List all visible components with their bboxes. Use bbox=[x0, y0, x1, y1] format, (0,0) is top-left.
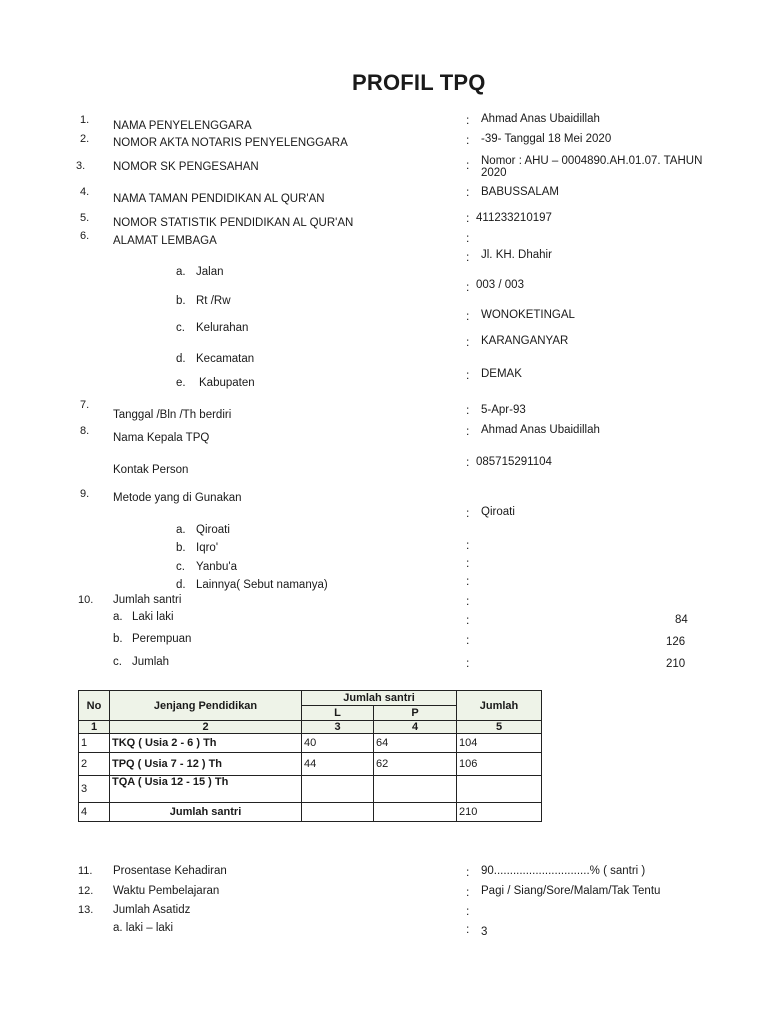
colon: : bbox=[466, 113, 470, 127]
item-value: Nomor : AHU – 0004890.AH.01.07. TAHUN 2020 bbox=[481, 155, 703, 179]
colon: : bbox=[466, 656, 470, 670]
cell-jumlah: 106 bbox=[457, 753, 542, 776]
table-row bbox=[79, 734, 542, 753]
colon: : bbox=[466, 556, 470, 570]
item-value: 5-Apr-93 bbox=[481, 404, 526, 416]
th-index: 3 bbox=[302, 721, 374, 734]
item-number: 10. bbox=[78, 594, 94, 606]
item-value: Pagi / Siang/Sore/Malam/Tak Tentu bbox=[481, 885, 661, 897]
th-no: No bbox=[79, 691, 110, 721]
address-sub-letter: c. bbox=[176, 322, 185, 334]
item-number: 12. bbox=[78, 885, 94, 897]
contact-label: Kontak Person bbox=[113, 464, 189, 476]
item-number: 9. bbox=[80, 488, 90, 500]
th-index: 4 bbox=[374, 721, 457, 734]
item-number: 4. bbox=[80, 186, 90, 198]
th-index: 1 bbox=[79, 721, 110, 734]
colon: : bbox=[466, 574, 470, 588]
cell-l bbox=[302, 803, 374, 822]
cell-jenjang: TPQ ( Usia 7 - 12 ) Th bbox=[110, 753, 302, 776]
cell-jumlah bbox=[457, 776, 542, 803]
colon: : bbox=[466, 538, 470, 552]
colon: : bbox=[466, 133, 470, 147]
santri-label: Laki laki bbox=[132, 611, 174, 623]
th-index: 2 bbox=[110, 721, 302, 734]
table-row bbox=[79, 753, 542, 776]
cell-p bbox=[374, 776, 457, 803]
item-number: 7. bbox=[80, 399, 90, 411]
santri-letter: c. bbox=[113, 656, 122, 668]
colon: : bbox=[466, 368, 470, 382]
colon: : bbox=[466, 403, 470, 417]
item-value: 90..............................% ( santri ) bbox=[481, 865, 646, 877]
colon: : bbox=[466, 904, 470, 918]
item-value: Qiroati bbox=[481, 506, 515, 518]
method-letter: d. bbox=[176, 579, 186, 591]
address-label-rtrw: Rt /Rw bbox=[196, 295, 231, 307]
item-number: 2. bbox=[80, 133, 90, 145]
cell-p: 62 bbox=[374, 753, 457, 776]
address-sub-letter: a. bbox=[176, 266, 186, 278]
address-value-rtrw: 003 / 003 bbox=[476, 279, 524, 291]
colon: : bbox=[466, 922, 470, 936]
address-value-kabupaten: DEMAK bbox=[481, 368, 522, 380]
cell-l: 40 bbox=[302, 734, 374, 753]
address-label-kabupaten: Kabupaten bbox=[199, 377, 255, 389]
item-label: NOMOR SK PENGESAHAN bbox=[113, 161, 259, 173]
colon: : bbox=[466, 309, 470, 323]
address-value-jalan: Jl. KH. Dhahir bbox=[481, 249, 552, 261]
colon: : bbox=[466, 594, 470, 608]
method-letter: a. bbox=[176, 524, 186, 536]
address-label-jalan: Jalan bbox=[196, 266, 224, 278]
item-number: 13. bbox=[78, 904, 94, 916]
method-label: Yanbu'a bbox=[196, 561, 237, 573]
item-value: 411233210197 bbox=[476, 212, 552, 224]
item-number: 11. bbox=[78, 865, 93, 877]
item-label: Jumlah santri bbox=[113, 594, 182, 606]
item-value: -39- Tanggal 18 Mei 2020 bbox=[481, 133, 612, 145]
cell-no: 4 bbox=[79, 803, 110, 822]
cell-no: 3 bbox=[79, 776, 110, 803]
colon: : bbox=[466, 185, 470, 199]
colon: : bbox=[466, 158, 470, 172]
item-label: NAMA TAMAN PENDIDIKAN AL QUR'AN bbox=[113, 193, 325, 205]
cell-p: 64 bbox=[374, 734, 457, 753]
colon: : bbox=[466, 633, 470, 647]
santri-table bbox=[78, 690, 542, 822]
item-label: Waktu Pembelajaran bbox=[113, 885, 220, 897]
cell-p bbox=[374, 803, 457, 822]
page-title: PROFIL TPQ bbox=[352, 70, 486, 95]
cell-jenjang: TKQ ( Usia 2 - 6 ) Th bbox=[110, 734, 302, 753]
table-row bbox=[79, 803, 542, 822]
cell-jumlah: 104 bbox=[457, 734, 542, 753]
method-label: Qiroati bbox=[196, 524, 230, 536]
contact-value: 085715291104 bbox=[476, 456, 552, 468]
item-label: Nama Kepala TPQ bbox=[113, 432, 210, 444]
th-jenjang: Jenjang Pendidikan bbox=[110, 691, 302, 721]
item-number: 1. bbox=[80, 114, 90, 126]
santri-value: 84 bbox=[675, 614, 688, 626]
colon: : bbox=[466, 211, 470, 225]
address-sub-letter: d. bbox=[176, 353, 186, 365]
cell-jumlah: 210 bbox=[457, 803, 542, 822]
cell-no: 2 bbox=[79, 753, 110, 776]
item-label: Tanggal /Bln /Th berdiri bbox=[113, 409, 232, 421]
item-number: 6. bbox=[80, 230, 90, 242]
colon: : bbox=[466, 506, 470, 520]
cell-l: 44 bbox=[302, 753, 374, 776]
method-letter: c. bbox=[176, 561, 185, 573]
item-number: 5. bbox=[80, 212, 90, 224]
item-label: Metode yang di Gunakan bbox=[113, 492, 242, 504]
item-label: ALAMAT LEMBAGA bbox=[113, 235, 217, 247]
colon: : bbox=[466, 250, 470, 264]
colon: : bbox=[466, 613, 470, 627]
colon: : bbox=[466, 335, 470, 349]
address-label-kelurahan: Kelurahan bbox=[196, 322, 249, 334]
cell-l bbox=[302, 776, 374, 803]
th-p: P bbox=[374, 706, 457, 721]
colon: : bbox=[466, 231, 470, 245]
method-label: Lainnya( Sebut namanya) bbox=[196, 579, 328, 591]
santri-label: Perempuan bbox=[132, 633, 192, 645]
method-letter: b. bbox=[176, 542, 186, 554]
santri-value: 210 bbox=[666, 658, 686, 670]
th-jumlah: Jumlah bbox=[457, 691, 542, 721]
colon: : bbox=[466, 424, 470, 438]
address-sub-letter: b. bbox=[176, 295, 186, 307]
colon: : bbox=[466, 280, 470, 294]
address-sub-letter: e. bbox=[176, 377, 186, 389]
method-label: Iqro' bbox=[196, 542, 219, 554]
colon: : bbox=[466, 455, 470, 469]
th-index: 5 bbox=[457, 721, 542, 734]
santri-letter: b. bbox=[113, 633, 123, 645]
item-label: Jumlah Asatidz bbox=[113, 904, 191, 916]
santri-letter: a. bbox=[113, 611, 123, 623]
item-label: NOMOR STATISTIK PENDIDIKAN AL QUR'AN bbox=[113, 217, 354, 229]
item-value: Ahmad Anas Ubaidillah bbox=[481, 424, 600, 436]
cell-jenjang: Jumlah santri bbox=[110, 803, 302, 822]
item-label: Prosentase Kehadiran bbox=[113, 865, 227, 877]
address-value-kecamatan: KARANGANYAR bbox=[481, 335, 569, 347]
asatidz-label: a. laki – laki bbox=[113, 922, 174, 934]
santri-label: Jumlah bbox=[132, 656, 170, 668]
address-value-kelurahan: WONOKETINGAL bbox=[481, 309, 575, 321]
item-value: Ahmad Anas Ubaidillah bbox=[481, 113, 600, 125]
santri-value: 126 bbox=[666, 636, 686, 648]
address-label-kecamatan: Kecamatan bbox=[196, 353, 255, 365]
cell-no: 1 bbox=[79, 734, 110, 753]
item-number: 8. bbox=[80, 425, 90, 437]
table-row bbox=[79, 776, 542, 803]
cell-jenjang: TQA ( Usia 12 - 15 ) Th bbox=[110, 776, 302, 803]
th-l: L bbox=[302, 706, 374, 721]
item-label: NAMA PENYELENGGARA bbox=[113, 120, 252, 132]
asatidz-value: 3 bbox=[481, 926, 488, 938]
item-value: BABUSSALAM bbox=[481, 186, 559, 198]
th-jumlah-santri: Jumlah santri bbox=[302, 691, 457, 706]
item-number: 3. bbox=[76, 160, 86, 172]
colon: : bbox=[466, 885, 470, 899]
item-label: NOMOR AKTA NOTARIS PENYELENGGARA bbox=[113, 137, 348, 149]
colon: : bbox=[466, 865, 470, 879]
